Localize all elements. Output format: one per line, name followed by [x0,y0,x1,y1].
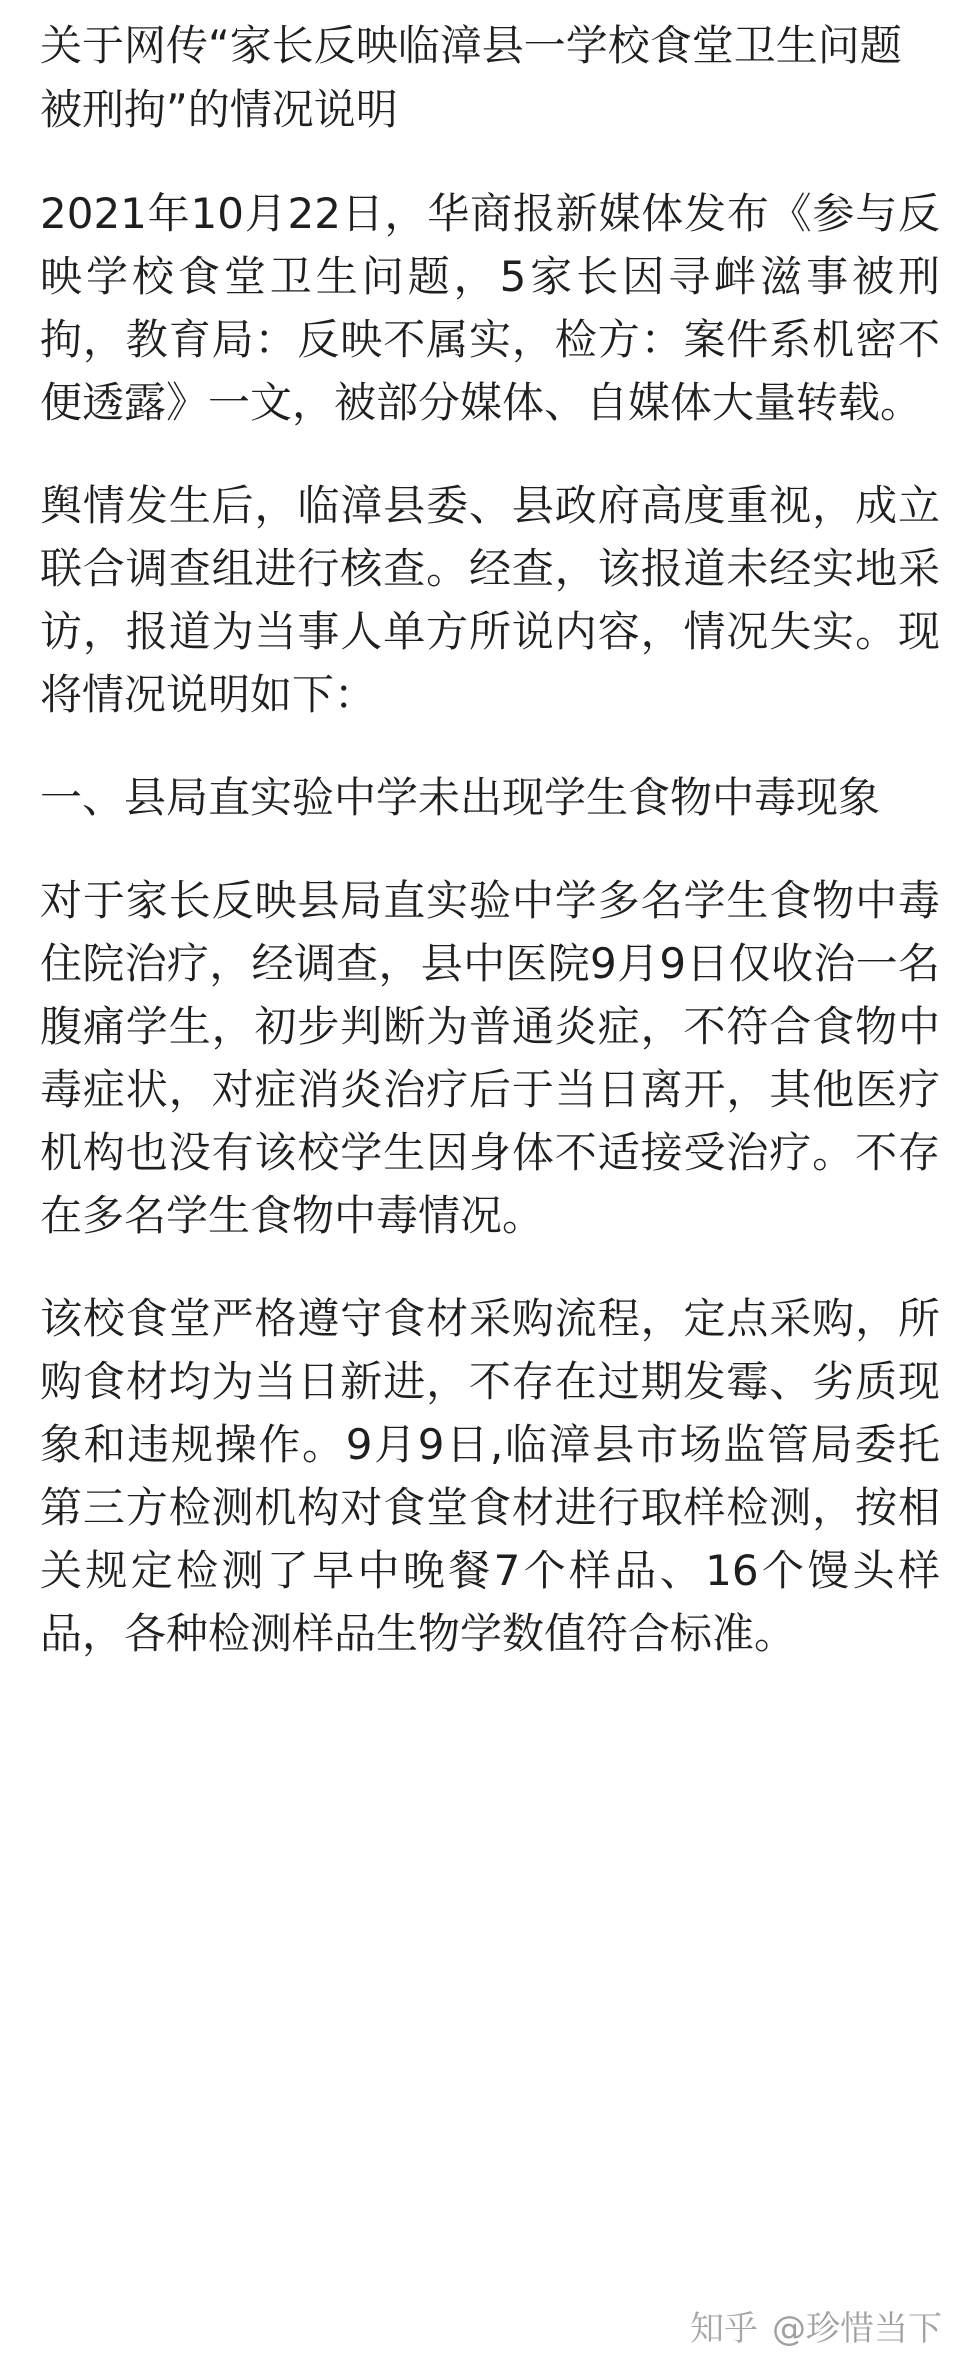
paragraph-hospital: 对于家长反映县局直实验中学多名学生食物中毒住院治疗，经调查，县中医院9月9日仅收治一名腹痛学生，初步判断为普通炎症，不符合食物中毒症状，对症消炎治疗后于当日离开，其他医疗机构也没有该校学生因身体不适接受治疗。不存在多名学生食物中毒情况。 [40,876,940,1240]
paragraph-response: 舆情发生后，临漳县委、县政府高度重视，成立联合调查组进行核查。经查，该报道未经实地采访，报道为当事人单方所说内容，情况失实。现将情况说明如下： [40,481,940,719]
paragraph-intro: 2021年10月22日，华商报新媒体发布《参与反映学校食堂卫生问题，5家长因寻衅滋事被刑拘，教育局：反映不属实，检方：案件系机密不便透露》一文，被部分媒体、自媒体大量转载。 [40,189,940,427]
watermark-handle: @珍惜当下 [772,2309,942,2349]
paragraph-canteen: 该校食堂严格遵守食材采购流程，定点采购，所购食材均为当日新进，不存在过期发霉、劣质现象和违规操作。9月9日,临漳县市场监管局委托第三方检测机构对食堂食材进行取样检测，按相关规定检测了早中晚餐7个样品、16个馒头样品，各种检测样品生物学数值符合标准。 [40,1294,940,1658]
article-title: 关于网传“家长反映临漳县一学校食堂卫生问题被刑拘”的情况说明 [40,21,902,134]
watermark-brand: 知乎 [690,2309,758,2349]
article [40,14,940,1705]
section-heading-1: 一、县局直实验中学未出现学生食物中毒现象 [40,773,881,822]
watermark [690,2301,942,2350]
